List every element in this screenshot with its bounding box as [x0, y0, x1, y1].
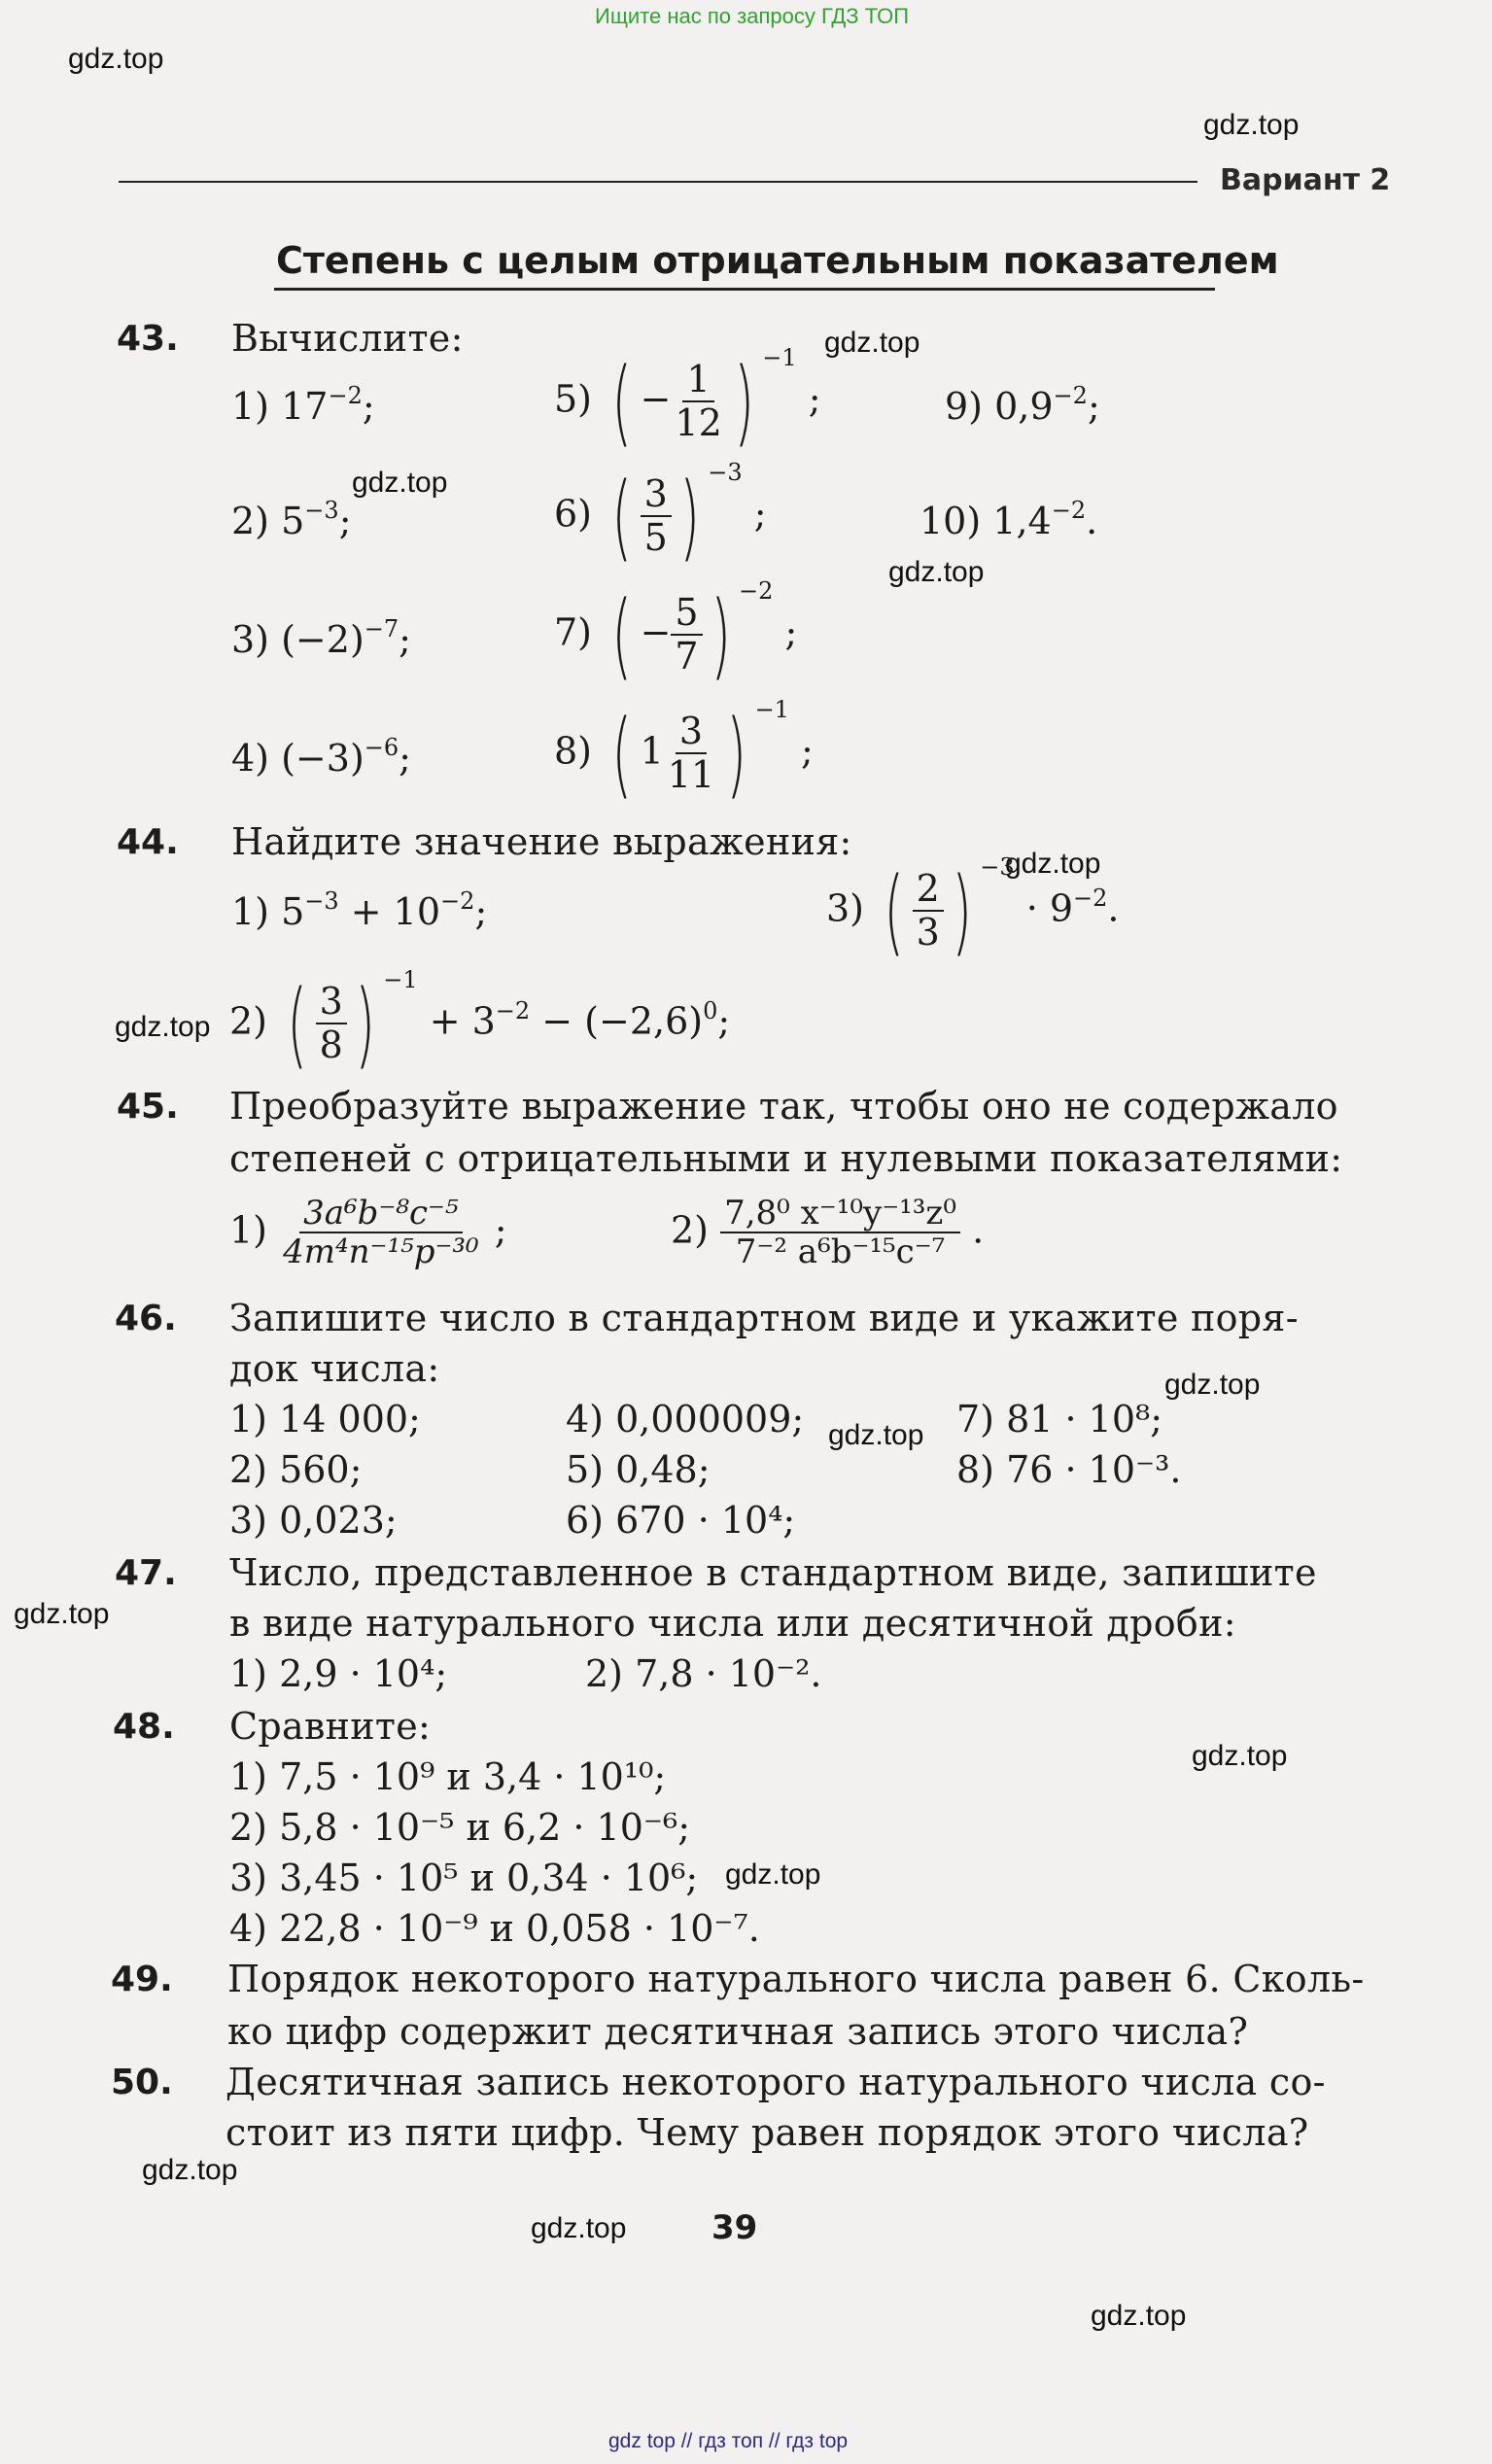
problem-number: 47. [115, 1553, 177, 1593]
top-banner[interactable]: Ищите нас по запросу ГДЗ ТОП [595, 4, 910, 28]
task-text: док числа: [229, 1347, 440, 1390]
expr-43-9: 9) $0,9^{-2}$; [945, 382, 1100, 428]
expr-44-1: 1) $5^{-3} + 10^{-2}$; [231, 887, 488, 933]
watermark: gdz.top [352, 467, 448, 499]
problem-number: 50. [111, 2063, 173, 2102]
problem-number: 45. [117, 1087, 179, 1127]
problem-number: 49. [111, 1960, 173, 1999]
answer-option: 4) 0,000009; [566, 1398, 805, 1440]
watermark: gdz.top [824, 327, 920, 359]
answer-option: 8) 76 · 10⁻³. [956, 1448, 1182, 1491]
watermark: gdz.top [828, 1419, 924, 1451]
answer-option: 2) 7,8 · 10⁻². [585, 1652, 822, 1695]
watermark: gdz.top [1005, 848, 1101, 880]
watermark: gdz.top [1164, 1369, 1261, 1401]
header-rule [119, 181, 1197, 183]
watermark: gdz.top [1192, 1740, 1288, 1772]
watermark: gdz.top [531, 2212, 627, 2244]
watermark: gdz.top [725, 1858, 821, 1891]
task-text: стоит из пяти цифр. Чему равен порядок этого числа? [226, 2111, 1309, 2154]
task-text: степеней с отрицательными и нулевыми показателями: [229, 1137, 1343, 1180]
answer-option: 5) 0,48; [566, 1448, 711, 1491]
problem-number: 48. [113, 1707, 175, 1747]
expr-43-5: 5) ( − $\frac{1}{12}$ ) $^{-1}$ ; [554, 343, 821, 457]
task-text: Десятичная запись некоторого натурального числа со- [226, 2061, 1326, 2103]
problem-number: 43. [117, 319, 179, 359]
bottom-banner[interactable]: gdz top // гдз топ // гдз top [608, 2430, 849, 2452]
expr-43-4: 4) $(-3)^{-6}$; [231, 734, 411, 780]
problem-number: 46. [115, 1299, 177, 1338]
watermark: gdz.top [68, 43, 164, 75]
problem-number: 44. [117, 822, 179, 862]
watermark: gdz.top [1091, 2300, 1187, 2332]
answer-option: 1) 7,5 · 10⁹ и 3,4 · 10¹⁰; [229, 1755, 667, 1798]
task-text: Запишите число в стандартном виде и укажите поря- [229, 1297, 1299, 1339]
title-underline [274, 288, 1215, 291]
expr-43-1: 1) $17^{-2}$; [231, 382, 375, 428]
watermark: gdz.top [14, 1598, 110, 1630]
section-title: Степень с целым отрицательным показателем [276, 239, 1279, 282]
variant-label: Вариант 2 [1220, 163, 1391, 197]
expr-45-1: 1) $\frac{\text{3a⁶b⁻⁸c⁻⁵}}{\text{4m⁴n⁻¹⁵p⁻³⁰}}$ ; [229, 1194, 507, 1272]
watermark: gdz.top [115, 1011, 211, 1043]
task-text: ко цифр содержит десятичная запись этого числа? [227, 2010, 1249, 2053]
task-text: Порядок некоторого натурального числа равен 6. Сколь- [227, 1958, 1365, 2000]
answer-option: 6) 670 · 10⁴; [566, 1499, 796, 1542]
answer-option: 7) 81 · 10⁸; [956, 1398, 1163, 1440]
task-text: Сравните: [229, 1705, 432, 1748]
expr-43-3: 3) $(-2)^{-7}$; [231, 615, 411, 661]
task-text: Число, представленное в стандартном виде, запишите [229, 1551, 1317, 1594]
watermark: gdz.top [142, 2154, 238, 2186]
answer-option: 3) 0,023; [229, 1499, 398, 1542]
expr-45-2: 2) $\frac{\text{7,8⁰ x⁻¹⁰y⁻¹³z⁰}}{\text{7⁻² a⁶b⁻¹⁵c⁻⁷}}$ . [671, 1194, 985, 1272]
expr-43-10: 10) $1,4^{-2}$. [919, 497, 1098, 542]
watermark: gdz.top [1203, 109, 1300, 141]
task-text: Вычислите: [231, 317, 464, 360]
page-number: 39 [711, 2208, 758, 2247]
expr-44-3: 3) ( $\frac{2}{3}$ ) $^{-3} \cdot 9^{-2}$. [826, 852, 1120, 966]
expr-43-8: 8) ( 1 $\frac{3}{11}$ ) $^{-1}$ ; [554, 695, 814, 809]
expr-44-2: 2) ( $\frac{3}{8}$ ) $^{-1} + 3^{-2} - (-2,6)^0$; [229, 965, 731, 1079]
task-text: Преобразуйте выражение так, чтобы оно не содержало [229, 1085, 1338, 1128]
answer-option: 1) 2,9 · 10⁴; [229, 1652, 448, 1695]
watermark: gdz.top [888, 556, 985, 588]
expr-43-7: 7) ( − $\frac{5}{7}$ ) $^{-2}$ ; [554, 576, 798, 690]
expr-43-6: 6) ( $\frac{3}{5}$ ) $^{-3}$ ; [554, 458, 767, 572]
expr-43-2: 2) $5^{-3}$; [231, 497, 352, 542]
answer-option: 2) 560; [229, 1448, 363, 1491]
answer-option: 1) 14 000; [229, 1398, 421, 1440]
answer-option: 4) 22,8 · 10⁻⁹ и 0,058 · 10⁻⁷. [229, 1907, 760, 1950]
answer-option: 2) 5,8 · 10⁻⁵ и 6,2 · 10⁻⁶; [229, 1806, 690, 1849]
task-text: в виде натурального числа или десятичной дроби: [229, 1602, 1236, 1645]
answer-option: 3) 3,45 · 10⁵ и 0,34 · 10⁶; [229, 1857, 699, 1899]
task-text: Найдите значение выражения: [231, 820, 852, 863]
